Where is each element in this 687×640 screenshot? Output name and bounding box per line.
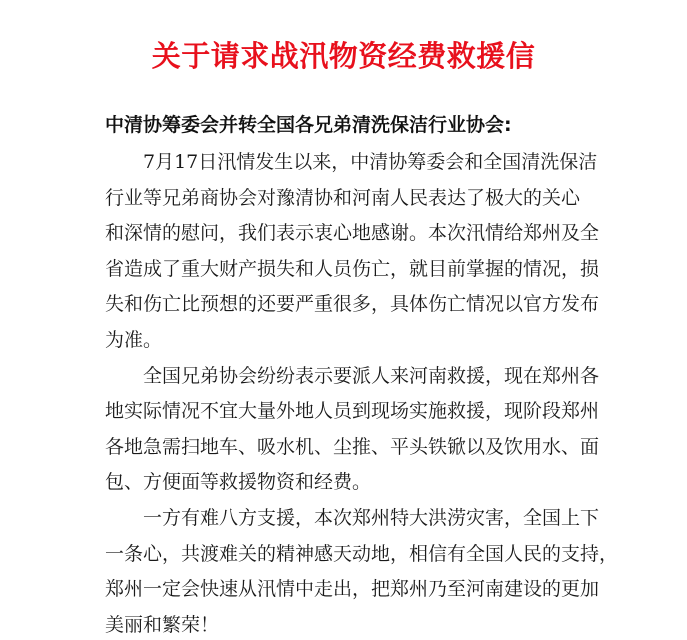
paragraph-1-line-6: 为准。: [105, 329, 163, 351]
paragraph-2-line-1: 全国兄弟协会纷纷表示要派人来河南救援，现在郑州各: [143, 364, 600, 387]
paragraph-1-line-4: 省造成了重大财产损失和人员伤亡，就目前掌握的情况，损: [105, 257, 600, 280]
paragraph-3-line-3: 郑州一定会快速从汛情中走出，把郑州乃至河南建设的更加: [105, 578, 600, 601]
paragraph-2-line-3: 各地急需扫地车、吸水机、尘推、平头铁锨以及饮用水、面: [105, 435, 600, 458]
letter-title: 关于请求战汛物资经费救援信: [151, 39, 536, 73]
paragraph-3-line-1: 一方有难八方支援，本次郑州特大洪涝灾害，全国上下: [143, 507, 600, 529]
paragraph-1-line-1: 7月17日汛情发生以来，中清协筹委会和全国清洗保洁: [143, 151, 598, 173]
paragraph-1-line-5: 失和伤亡比预想的还要严重很多，具体伤亡情况以官方发布: [105, 293, 600, 316]
letter-salutation: 中清协筹委会并转全国各兄弟清洗保洁行业协会:: [105, 114, 512, 136]
paragraph-2-line-2: 地实际情况不宜大量外地人员到现场实施救援，现阶段郑州: [105, 400, 600, 423]
paragraph-1-line-2: 行业等兄弟商协会对豫清协和河南人民表达了极大的关心: [105, 186, 581, 209]
paragraph-2-line-4: 包、方便面等救援物资和经费。: [105, 471, 372, 494]
paragraph-3-line-4: 美丽和繁荣！: [105, 613, 220, 636]
paragraph-1-line-3: 和深情的慰问，我们表示衷心地感谢。本次汛情给郑州及全: [105, 222, 600, 245]
paragraph-3-line-2: 一条心，共渡难关的精神感天动地，相信有全国人民的支持，: [105, 542, 619, 565]
